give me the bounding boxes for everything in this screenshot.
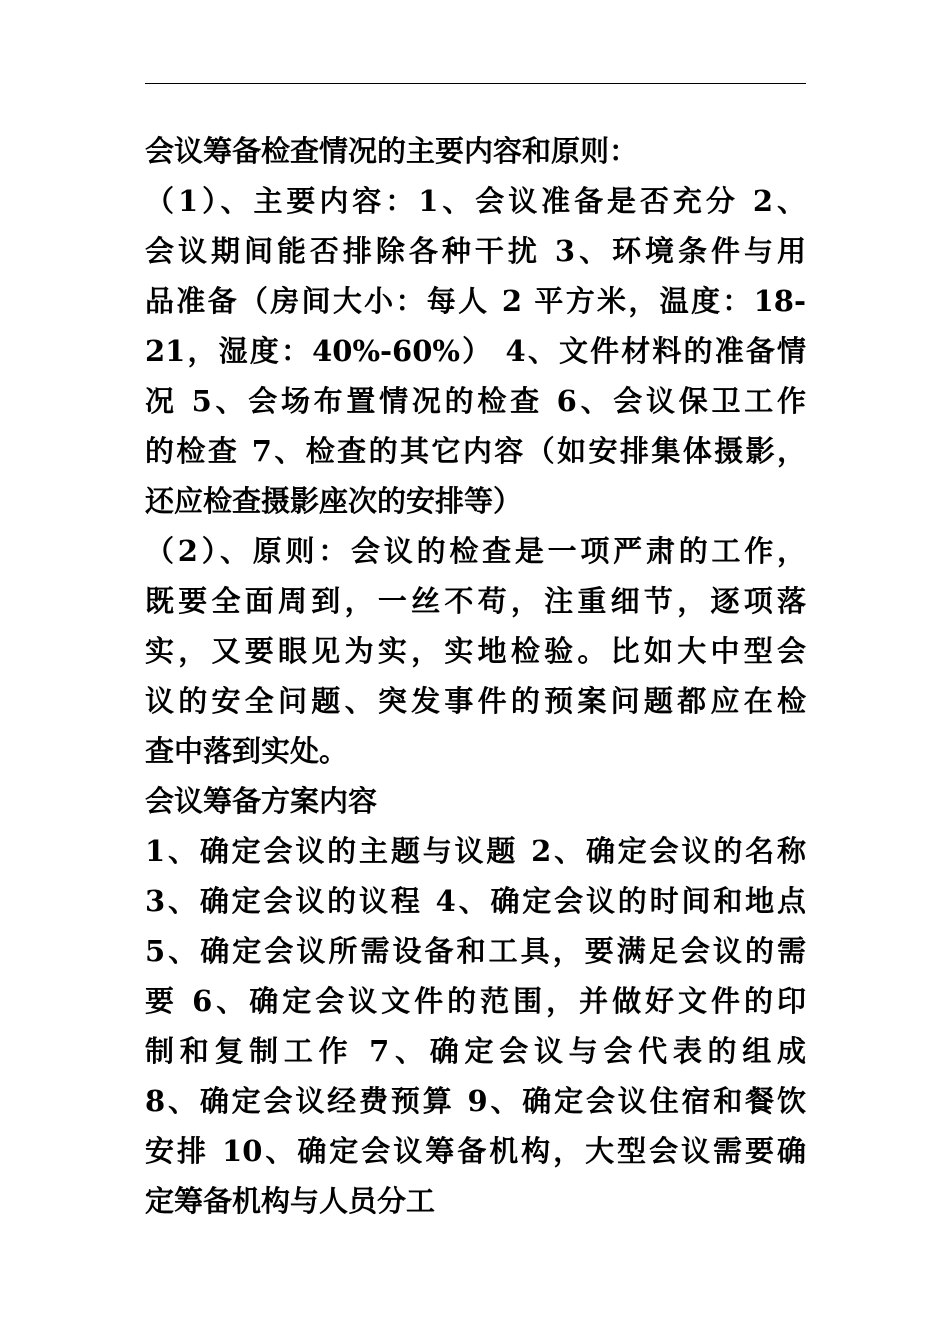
paragraph-line: 5、确定会议所需设备和工具，要满足会议的需 bbox=[145, 934, 806, 968]
paragraph-line: 议的安全问题、突发事件的预案问题都应在检 bbox=[145, 684, 806, 718]
header-rule bbox=[145, 83, 806, 84]
paragraph-line: 既要全面周到，一丝不苟，注重细节，逐项落 bbox=[145, 584, 806, 618]
paragraph-line: 品准备（房间大小：每人 2 平方米，温度：18- bbox=[145, 284, 806, 318]
paragraph-line: （1）、主要内容：1、会议准备是否充分 2、 bbox=[145, 184, 806, 218]
paragraph-line: 21，湿度：40%-60%） 4、文件材料的准备情 bbox=[145, 334, 806, 368]
paragraph-line: 况 5、会场布置情况的检查 6、会议保卫工作 bbox=[145, 384, 806, 418]
paragraph-line: 查中落到实处。 bbox=[145, 734, 349, 768]
document-body bbox=[145, 126, 806, 1226]
paragraph-line: 实，又要眼见为实，实地检验。比如大中型会 bbox=[145, 634, 806, 668]
paragraph-line: 1、确定会议的主题与议题 2、确定会议的名称 bbox=[145, 834, 806, 868]
paragraph-line: （2）、原则：会议的检查是一项严肃的工作， bbox=[145, 534, 806, 568]
section-heading: 会议筹备检查情况的主要内容和原则： bbox=[145, 134, 639, 168]
paragraph-line: 制和复制工作 7、确定会议与会代表的组成 bbox=[145, 1034, 806, 1068]
section-heading: 会议筹备方案内容 bbox=[145, 784, 378, 818]
paragraph-line: 8、确定会议经费预算 9、确定会议住宿和餐饮 bbox=[145, 1084, 806, 1118]
paragraph-line: 定筹备机构与人员分工 bbox=[145, 1184, 436, 1218]
paragraph-line: 的检查 7、检查的其它内容（如安排集体摄影， bbox=[145, 434, 806, 468]
paragraph-line: 安排 10、确定会议筹备机构，大型会议需要确 bbox=[145, 1134, 806, 1168]
paragraph-line: 要 6、确定会议文件的范围，并做好文件的印 bbox=[145, 984, 806, 1018]
paragraph-line: 还应检查摄影座次的安排等） bbox=[145, 484, 523, 518]
paragraph-line: 会议期间能否排除各种干扰 3、环境条件与用 bbox=[145, 234, 806, 268]
paragraph-line: 3、确定会议的议程 4、确定会议的时间和地点 bbox=[145, 884, 806, 918]
